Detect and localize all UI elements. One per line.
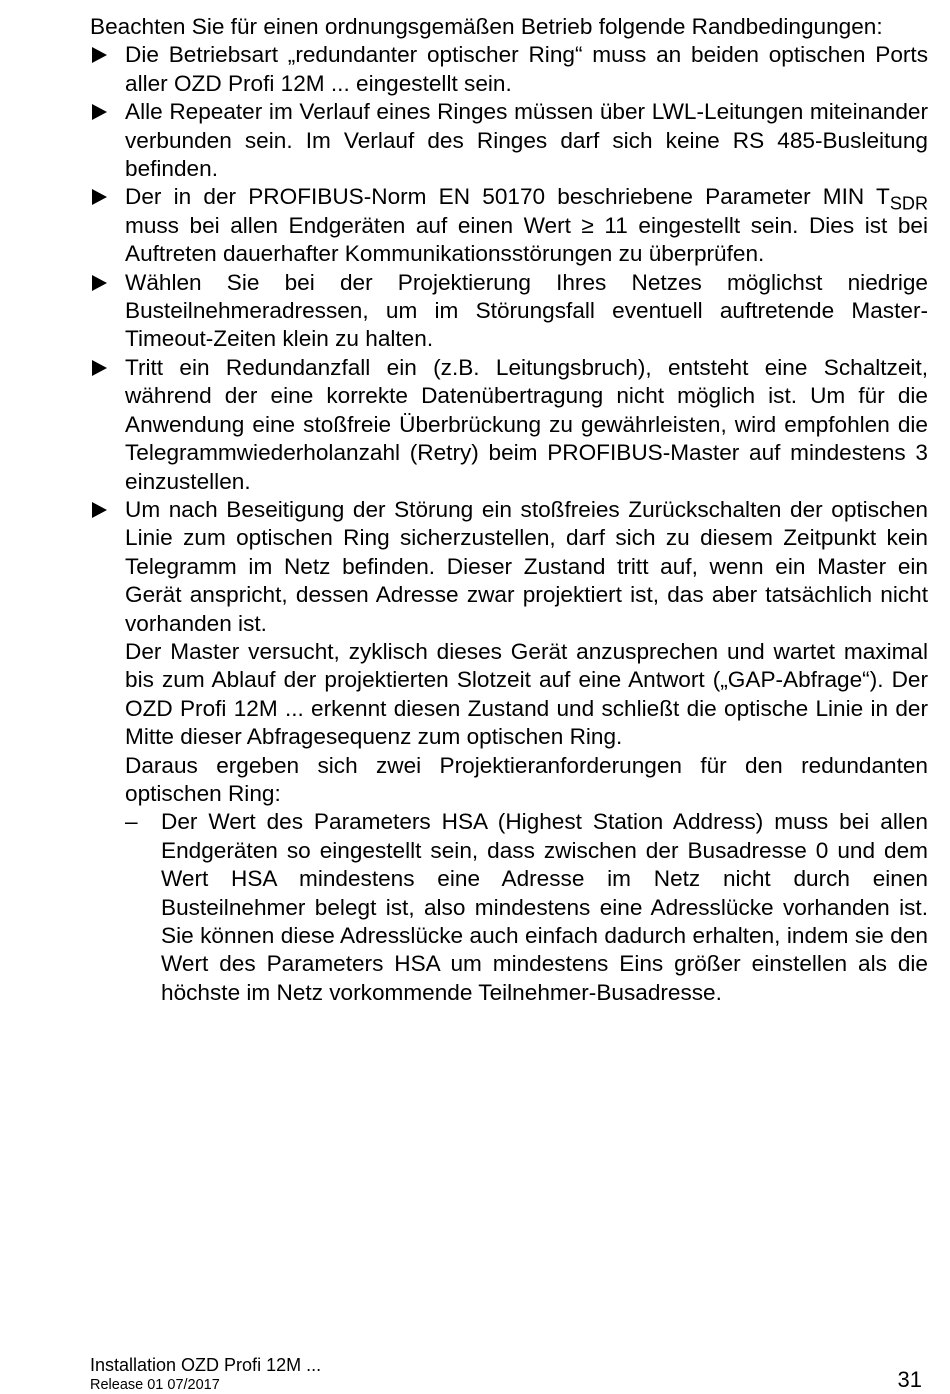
list-item-text: Die Betriebsart „redundanter optischer Ring“ muss an beiden optischen Ports aller OZD Profi 12M ... eingestellt sein. <box>125 42 928 96</box>
intro-text: Beachten Sie für einen ordnungsgemäßen Betrieb folgende Randbedingungen: <box>90 14 883 39</box>
triangle-bullet-icon <box>92 275 107 291</box>
subscript-text: SDR <box>889 193 928 214</box>
list-item <box>90 183 928 268</box>
dash-bullet-icon: – <box>125 809 138 835</box>
list-item-text: Wählen Sie bei der Projektierung Ihres Netzes möglichst niedrige Busteilnehmeradressen, um im Störungsfall eventuell auftretende Master-Timeout-Zeiten klein zu halten. <box>125 269 928 352</box>
list-item-text: Tritt ein Redundanzfall ein (z.B. Leitungsbruch), entsteht eine Schaltzeit, während der eine korrekte Datenübertragung nicht möglich ist. Um für die Anwendung eine stoßfreie Überbrückung zu gewährleisten, wird empfohlen die Telegrammwiederholanzahl (Retry) beim PROFIBUS-Master auf mindestens 3 einzustellen. <box>125 354 928 494</box>
requirements-list <box>90 41 928 1007</box>
list-item <box>90 41 928 98</box>
page-content <box>90 13 928 1007</box>
triangle-bullet-icon <box>92 47 107 63</box>
triangle-bullet-icon <box>92 104 107 120</box>
sub-list-item-text: Der Wert des Parameters HSA (Highest Station Address) muss bei allen Endgeräten so eingestellt sein, dass zwischen der Busadresse 0 und dem Wert HSA mindestens eine Adresse im Netz nicht durch einen Busteilnehmer belegt ist, also mindestens eine Adresslücke vorhanden ist. Sie können diese Adresslücke auch einfach dadurch erhalten, indem sie den Wert des Parameters HSA um mindestens Eins größer einstellen als die höchste im Netz vorkommende Teilnehmer-Busadresse. <box>161 809 928 1005</box>
page-number: 31 <box>897 1367 922 1392</box>
list-item <box>90 98 928 183</box>
list-item <box>90 269 928 354</box>
sub-list <box>125 808 928 1007</box>
list-item-text <box>125 183 928 268</box>
triangle-bullet-icon <box>92 502 107 518</box>
list-item <box>90 354 928 496</box>
list-item-paragraph: Der Master versucht, zyklisch dieses Gerät anzusprechen und wartet maximal bis zum Ablauf der projektierten Slotzeit auf eine Antwort („GAP-Abfrage“). Der OZD Profi 12M ... erkennt diesen Zustand und schließt die optische Linie in der Mitte dieser Abfragesequenz zum optischen Ring. <box>125 638 928 750</box>
triangle-bullet-icon <box>92 189 107 205</box>
footer-release: Release 01 07/2017 <box>90 1377 220 1393</box>
list-item-paragraph: Um nach Beseitigung der Störung ein stoßfreies Zurückschalten der optischen Linie zum optischen Ring sicherzustellen, darf sich zu diesem Zeitpunkt kein Telegramm im Netz befinden. Dieser Zustand tritt auf, wenn ein Master ein Gerät anspricht, dessen Adresse zwar projektiert ist, das aber tatsächlich nicht vorhanden ist. <box>125 496 928 636</box>
triangle-bullet-icon <box>92 360 107 376</box>
sub-list-item <box>125 808 928 1007</box>
list-item <box>90 496 928 1007</box>
text-segment: Der in der PROFIBUS-Norm EN 50170 beschriebene Parameter MIN T <box>125 184 890 210</box>
footer-title: Installation OZD Profi 12M ... <box>90 1355 322 1375</box>
text-segment: muss bei allen Endgeräten auf einen Wert ≥ 11 eingestellt sein. Dies ist bei Auftreten dauerhafter Kommunikationsstörungen zu überprüfen. <box>125 212 928 267</box>
list-item-paragraph: Daraus ergeben sich zwei Projektieranforderungen für den redundanten optischen Ring: <box>125 752 928 806</box>
list-item-text: Alle Repeater im Verlauf eines Ringes müssen über LWL-Leitungen miteinander verbunden sein. Im Verlauf des Ringes darf sich keine RS 485-Busleitung befinden. <box>125 99 928 182</box>
